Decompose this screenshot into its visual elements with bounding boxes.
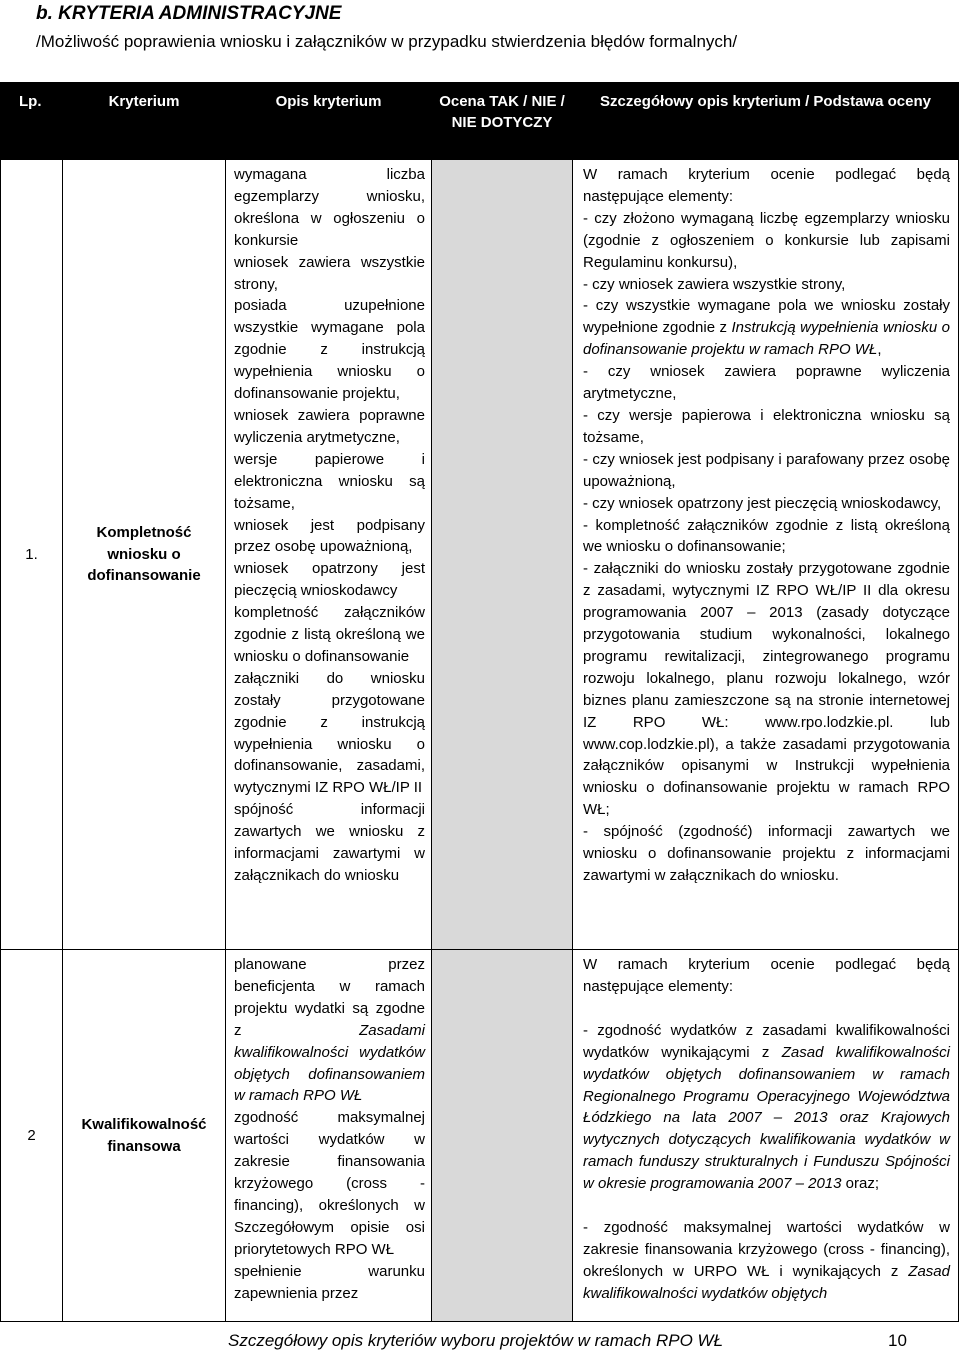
header-ocena: Ocena TAK / NIE / NIE DOTYCZY (432, 83, 573, 160)
opis-item: wniosek jest podpisany przez osobę upoważnioną, (234, 516, 425, 556)
row-lp: 1. (1, 160, 63, 950)
opis-text: planowane przez beneficjenta w ramach projektu wydatki są zgodne z (234, 956, 425, 1039)
opis-item: zgodność maksymalnej wartości wydatków w zakresie finansowania krzyżowego (cross - financing), określonych w Szczegółowym opisie osi priorytetowych RPO WŁ (234, 1109, 425, 1258)
detail-italic-text: Zasad kwalifikowalności wydatków objętych dofinansowaniem w ramach Regionalnego Programu Operacyjnego Województwa Łódzkiego na lata 2007 – 2013 oraz Krajowych wytycznych dotyczących kwalifikowania wydatków w ramach funduszy strukturalnych i Funduszu Spójności w okresie programowania 2007 – 2013 (583, 1043, 950, 1193)
opis-item: posiada uzupełnione wszystkie wymagane pola zgodnie z instrukcją wypełnienia wniosku o dofinansowanie projektu, (234, 297, 425, 403)
detail-item: - czy wersje papierowa i elektroniczna wniosku są tożsame, (583, 406, 950, 446)
opis-item: załączniki do wniosku zostały przygotowane zgodnie z instrukcją wypełnienia wniosku o dofinansowanie, zasadami, wytycznymi IZ RPO WŁ/IP II (234, 669, 425, 797)
detail-italic-text: Zasad kwalifikowalności wydatków objętych (583, 1262, 950, 1302)
detail-item (583, 1020, 950, 1195)
footer-text: Szczegółowy opis kryteriów wyboru projektów w ramach RPO WŁ (228, 1331, 724, 1350)
table-header-row (1, 83, 959, 160)
table-row (1, 160, 959, 950)
detail-intro: W ramach kryterium ocenie podlegać będą następujące elementy: (583, 166, 950, 205)
row-ocena (432, 950, 573, 1322)
header-kryterium: Kryterium (63, 83, 226, 160)
row-opis (226, 160, 432, 950)
detail-text: oraz; (841, 1175, 880, 1193)
detail-item: - czy złożono wymaganą liczbę egzemplarzy wniosku (zgodnie z ogłoszeniem o konkursie lub zapisami Regulaminu konkursu), (583, 209, 950, 271)
row-szczegolowy (573, 950, 959, 1322)
section-subtitle: /Możliwość poprawienia wniosku i załączników w przypadku stwierdzenia błędów formalnych/ (36, 32, 738, 51)
spacer (583, 1195, 950, 1217)
detail-text: - zgodność wydatków z zasadami kwalifikowalności wydatków wynikającymi z (583, 1021, 950, 1061)
detail-item (583, 1217, 950, 1305)
row-kryterium: Kwalifikowalność finansowa (63, 950, 226, 1322)
row-kryterium: Kompletność wniosku o dofinansowanie (63, 160, 226, 950)
detail-intro: W ramach kryterium ocenie podlegać będą następujące elementy: (583, 956, 950, 995)
opis-item: spełnienie warunku zapewnienia przez (234, 1262, 425, 1302)
detail-item: - załączniki do wniosku zostały przygotowane zgodnie z zasadami, wytycznymi IZ RPO WŁ/IP II dla okresu programowania 2007 – 2013 (zasady dotyczące przygotowania studium wykonalności, lokalnego programu rewitalizacji, zintegrowanego programu rozwoju lokalnego, planu rozwoju lokalnego, wzór biznes planu zamieszczone są na stronie internetowej IZ RPO WŁ: www.rpo.lodzkie.pl. lub www.cop.lodzkie.pl), a także zasadami przygotowania załączników opisanymi w Instrukcji wypełnienia wniosku o dofinansowanie projektu w ramach RPO WŁ; (583, 560, 950, 819)
opis-item: wersje papierowe i elektroniczna wniosku są tożsame, (234, 450, 425, 512)
opis-item (234, 954, 425, 1107)
section-title: b. KRYTERIA ADMINISTRACYJNE (36, 3, 342, 24)
opis-item: spójność informacji zawartych we wniosku z informacjami zawartymi w załącznikach do wniosku (234, 801, 425, 884)
detail-item (583, 295, 950, 361)
row-ocena (432, 160, 573, 950)
detail-item: - czy wniosek zawiera poprawne wyliczenia arytmetyczne, (583, 363, 950, 403)
detail-item: - czy wniosek jest podpisany i parafowany przez osobę upoważnioną, (583, 450, 950, 490)
detail-item: - czy wniosek zawiera wszystkie strony, (583, 275, 846, 293)
opis-item: wniosek zawiera poprawne wyliczenia arytmetyczne, (234, 406, 425, 446)
detail-item: - kompletność załączników zgodnie z listą określoną we wniosku o dofinansowanie; (583, 516, 950, 556)
table-row (1, 950, 959, 1322)
detail-text: - czy wszystkie wymagane pola we wniosku zostały wypełnione zgodnie z (583, 297, 950, 337)
opis-item: wniosek zawiera wszystkie strony, (234, 253, 425, 293)
detail-text: - zgodność maksymalnej wartości wydatków w zakresie finansowania krzyżowego (cross - financing), określonych w URPO WŁ i wynikających z (583, 1219, 950, 1280)
page-number: 10 (888, 1331, 907, 1350)
detail-italic-text: Instrukcją wypełnienia wniosku o dofinansowanie projektu w ramach RPO WŁ (583, 319, 950, 359)
header-lp: Lp. (1, 83, 63, 160)
row-lp: 2 (1, 950, 63, 1322)
opis-item: wniosek opatrzony jest pieczęcią wnioskodawcy (234, 560, 425, 600)
detail-text: , (877, 341, 882, 359)
spacer (583, 998, 950, 1020)
criteria-table (0, 82, 959, 1322)
detail-item: - czy wniosek opatrzony jest pieczęcią wnioskodawcy, (583, 494, 942, 512)
header-szczegolowy: Szczegółowy opis kryterium / Podstawa oceny (573, 83, 959, 160)
detail-item: - spójność (zgodność) informacji zawartych we wniosku o dofinansowanie projektu z informacjami zawartymi w załącznikach do wniosku. (583, 823, 950, 884)
header-opis: Opis kryterium (226, 83, 432, 160)
opis-item: wymagana liczba egzemplarzy wniosku, określona w ogłoszeniu o konkursie (234, 166, 425, 249)
opis-italic-text: Zasadami kwalifikowalności wydatków objętych dofinansowaniem w ramach RPO WŁ (234, 1021, 425, 1105)
row-szczegolowy (573, 160, 959, 950)
opis-item: kompletność załączników zgodnie z listą określoną we wniosku o dofinansowanie (234, 604, 425, 665)
row-opis (226, 950, 432, 1322)
